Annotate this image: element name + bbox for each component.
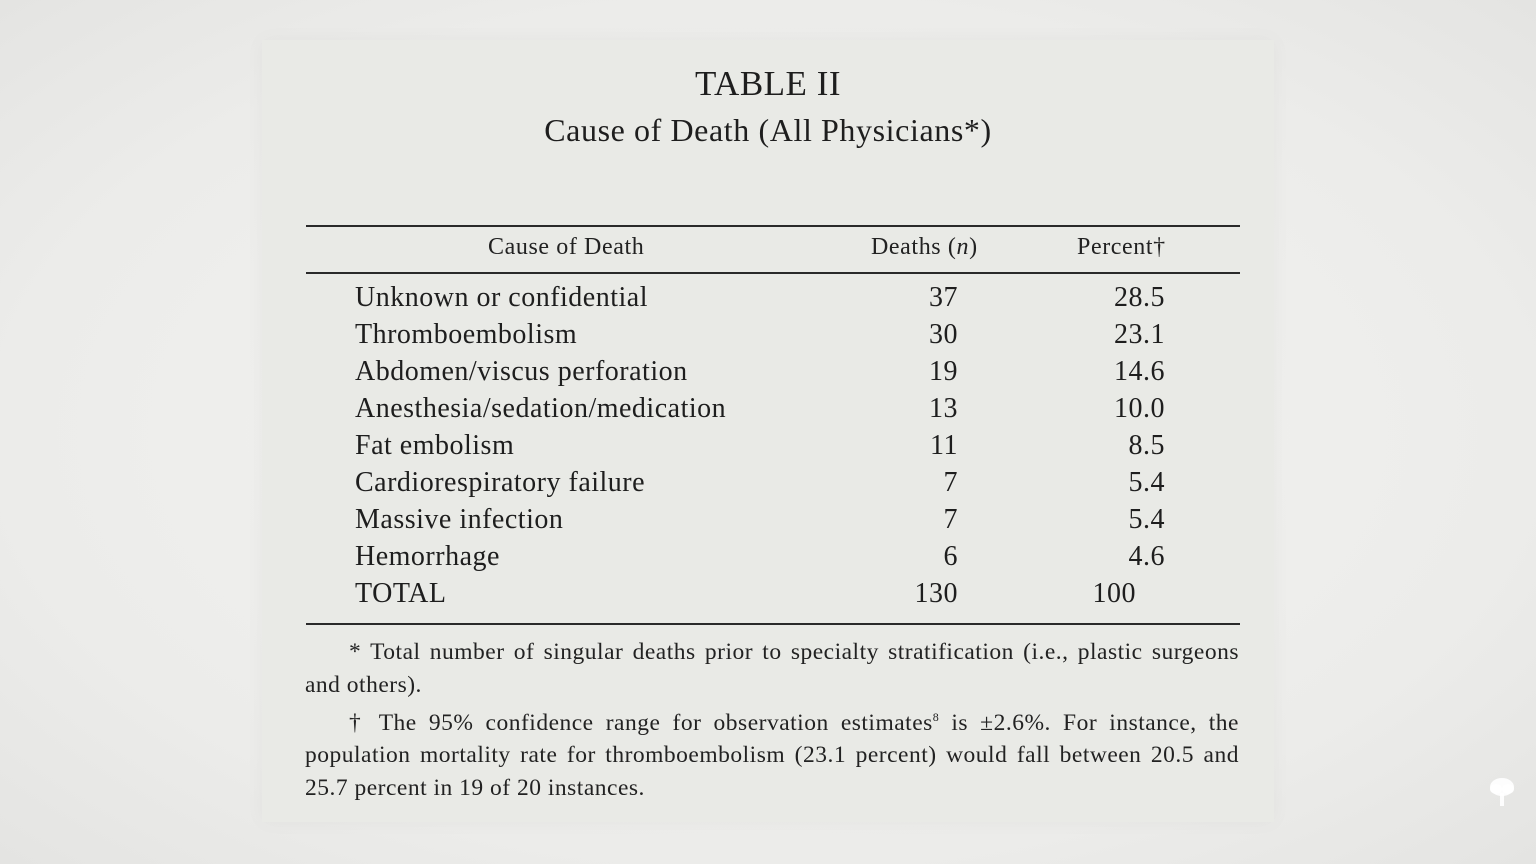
table-subtitle: Cause of Death (All Physicians*): [544, 112, 992, 148]
row-percent: 8.5: [1128, 430, 1165, 461]
footnote-dagger: [305, 701, 1239, 804]
header-deaths: Deaths (n): [871, 234, 978, 260]
row-cause: Abdomen/viscus perforation: [355, 356, 688, 387]
table-row: [262, 356, 1274, 393]
row-percent: 14.6: [1114, 356, 1165, 387]
table-row: [262, 541, 1274, 578]
row-deaths: 7: [943, 467, 958, 498]
row-deaths: 11: [930, 430, 958, 461]
row-deaths: 13: [929, 393, 958, 424]
footnote-reference: 8: [932, 710, 940, 724]
table-title: TABLE II: [694, 64, 842, 103]
table-row: [262, 282, 1274, 319]
footnote-dagger-text-start: † The 95% confidence range for observation estimates: [349, 709, 933, 736]
table-body: [262, 282, 1274, 615]
total-deaths: 130: [914, 578, 958, 609]
table-row: [262, 504, 1274, 541]
row-percent: 4.6: [1128, 541, 1165, 572]
row-percent: 28.5: [1114, 282, 1165, 313]
table-header-rule: [306, 272, 1240, 274]
row-percent: 5.4: [1128, 467, 1165, 498]
footnote-dagger-text-end: is ±2.6%. For instance, the population mortality rate for thromboembolism (23.1 percent) would fall between 20.5 and 25.7 percent in 19 of 20 instances.: [305, 709, 1239, 801]
table-row: [262, 319, 1274, 356]
row-cause: Cardiorespiratory failure: [355, 467, 646, 498]
table-footnotes: [305, 636, 1239, 804]
row-cause: Hemorrhage: [355, 541, 500, 572]
header-cause-of-death: Cause of Death: [488, 234, 645, 260]
row-cause: Anesthesia/sedation/medication: [355, 393, 727, 424]
header-deaths-symbol: n: [956, 234, 970, 260]
total-percent: 100: [1092, 578, 1136, 609]
document-page: [262, 40, 1274, 822]
header-deaths-label: Deaths: [871, 234, 942, 260]
row-cause: Thromboembolism: [355, 319, 578, 350]
footnote-asterisk: * Total number of singular deaths prior to specialty stratification (i.e., plastic surgeons and others).: [305, 639, 1239, 698]
table-top-rule: [306, 225, 1240, 227]
table-row: [262, 430, 1274, 467]
row-deaths: 37: [929, 282, 958, 313]
row-percent: 5.4: [1128, 504, 1165, 535]
row-cause: Massive infection: [355, 504, 564, 535]
table-row: [262, 393, 1274, 430]
tree-icon: [1488, 776, 1516, 808]
header-percent: Percent†: [1077, 234, 1166, 260]
row-deaths: 6: [943, 541, 958, 572]
row-percent: 23.1: [1114, 319, 1165, 350]
row-percent: 10.0: [1114, 393, 1165, 424]
row-deaths: 19: [929, 356, 958, 387]
row-deaths: 7: [943, 504, 958, 535]
row-deaths: 30: [929, 319, 958, 350]
table-bottom-rule: [306, 623, 1240, 625]
row-cause: Unknown or confidential: [355, 282, 648, 313]
table-total-row: [262, 578, 1274, 615]
row-cause: Fat embolism: [355, 430, 515, 461]
total-label: TOTAL: [355, 578, 447, 609]
table-row: [262, 467, 1274, 504]
